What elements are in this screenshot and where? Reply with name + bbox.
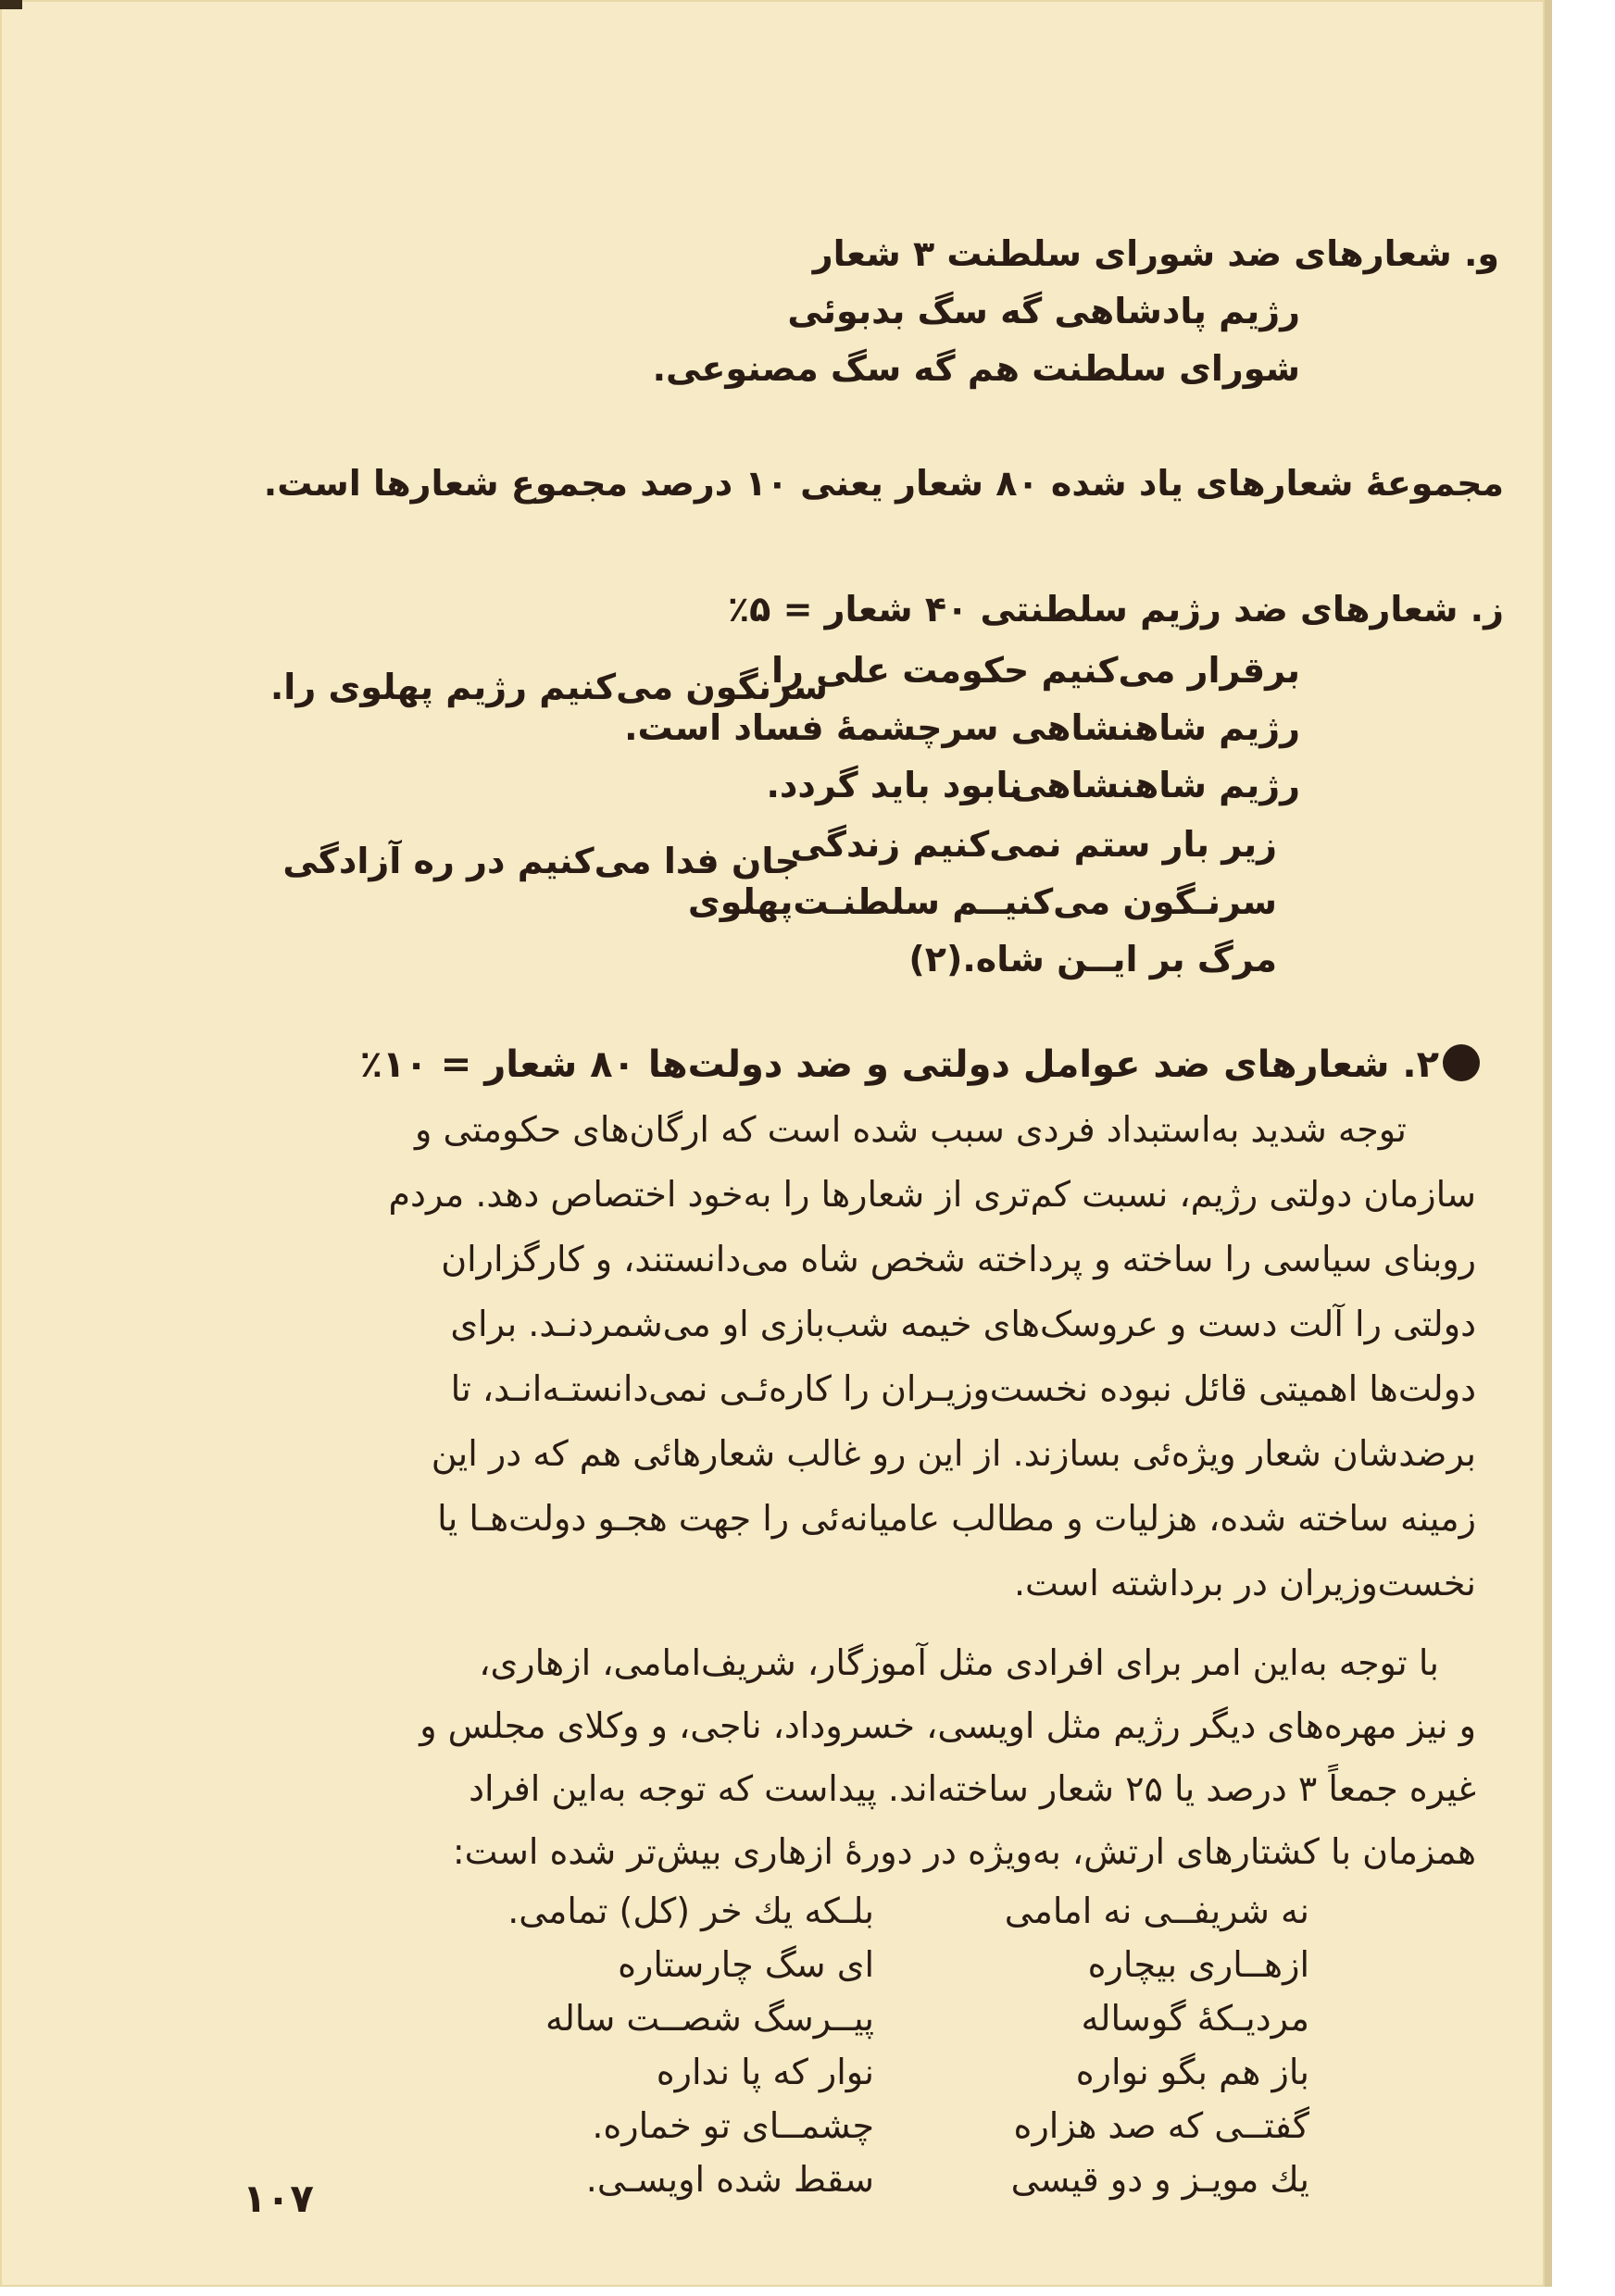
- poem-right: نه شریفــی نه امامی: [1004, 1890, 1309, 1931]
- slogan-left: جان فدا می‌کنیم در ره آزادگی: [282, 841, 800, 881]
- scan-corner-mark: [0, 0, 22, 9]
- paragraph-line: توجه شدید به‌استبداد فردی سبب شده است که ارگان‌های حکومتی و: [415, 1109, 1407, 1150]
- paragraph-line: برضدشان شعار ویژه‌ئی بسازند. از این رو غالب شعارهائی هم که در این: [431, 1433, 1476, 1474]
- paragraph-line: همزمان با کشتارهای ارتش، به‌ویژه در دورهٔ ازهاری بیش‌تر شده است:: [452, 1831, 1476, 1872]
- slogan-right: برقرار می‌کنیم حکومت علی را: [770, 650, 1300, 691]
- poem-right: گفتــی که صد هزاره: [1013, 2105, 1309, 2146]
- page-edge: [1545, 0, 1552, 2287]
- slogan-left: نابود باید گردد.: [766, 765, 1022, 805]
- paragraph-line: و نیز مهره‌های دیگر رژیم مثل اویسی، خسروداد، ناجی، و وکلای مجلس و: [419, 1705, 1476, 1746]
- paragraph-line: سازمان دولتی رژیم، نسبت کم‌تری از شعارها را به‌خود اختصاص دهد. مردم: [388, 1174, 1476, 1215]
- slogan-right: مرگ بر ایــن شاه.(۲): [908, 939, 1277, 980]
- section-bullet-icon: [1443, 1044, 1480, 1081]
- poem-left: بلـکه یك خر (کل) تمامی.: [507, 1890, 874, 1931]
- poem-right: مردیـکهٔ گوساله: [1081, 1998, 1309, 2039]
- paragraph-line: غیره جمعاً ۳ درصد یا ۲۵ شعار ساخته‌اند. پیداست که توجه به‌این افراد: [469, 1768, 1476, 1809]
- slogan-right: سرنـگون می‌کنیــم سلطنـت‌پهلوی: [687, 881, 1277, 922]
- poem-right: ازهــاری بیچاره: [1087, 1944, 1309, 1985]
- section-v-line: شورای سلطنت هم گه سگ مصنوعی.: [652, 348, 1300, 389]
- slogan-right: رژیم شاهنشاهی سرچشمهٔ فساد است.: [624, 707, 1300, 748]
- poem-left: چشمــای تو خماره.: [592, 2105, 874, 2146]
- section-2-heading: ۲. شعارهای ضد عوامل دولتی و ضد دولت‌ها ۸۰ شعار = ۱۰٪: [359, 1043, 1439, 1086]
- paragraph-line: دولتی را آلت دست و عروسک‌های خیمه شب‌بازی او می‌شمردنـد. برای: [450, 1304, 1476, 1344]
- paragraph-line: نخست‌وزیران در برداشته است.: [1013, 1563, 1476, 1603]
- paragraph-line: زمینه ساخته شده، هزلیات و مطالب عامیانه‌ئی را جهت هجـو دولت‌هـا یا: [437, 1498, 1476, 1539]
- summary-line: مجموعهٔ شعارهای یاد شده ۸۰ شعار یعنی ۱۰ درصد مجموع شعارها است.: [263, 463, 1504, 504]
- poem-left: نوار که پا نداره: [656, 2052, 874, 2092]
- page-number: ۱۰۷: [243, 2176, 314, 2221]
- paragraph-line: دولت‌ها اهمیتی قائل نبوده نخست‌وزیـران را کاره‌ئـی نمی‌دانستـه‌انـد، تا: [450, 1368, 1476, 1409]
- poem-left: سقط شده اویسـی.: [585, 2159, 874, 2200]
- section-v-heading: و. شعارهای ضد شورای سلطنت ۳ شعار: [812, 233, 1499, 274]
- section-v-line: رژیم پادشاهی گه سگ بدبوئی: [787, 291, 1300, 331]
- slogan-left: سرنگون می‌کنیم رژیم پهلوی را.: [269, 667, 828, 707]
- slogan-right: رژیم شاهنشاهی: [1010, 765, 1300, 805]
- slogan-right: زیر بار ستم نمی‌کنیم زندگی: [790, 824, 1277, 865]
- poem-left: ای سگ چارستاره: [618, 1944, 874, 1985]
- poem-right: یك مویـز و دو قیسی: [1010, 2159, 1309, 2200]
- poem-left: پیــرسگ شصــت ساله: [545, 1998, 874, 2039]
- poem-right: باز هم بگو نواره: [1075, 2052, 1309, 2092]
- section-z-heading: ز. شعارهای ضد رژیم سلطنتی ۴۰ شعار = ۵٪: [727, 589, 1504, 630]
- paragraph-line: روبنای سیاسی را ساخته و پرداخته شخص شاه می‌دانستند، و کارگزاران: [441, 1239, 1476, 1279]
- paragraph-line: با توجه به‌این امر برای افرادی مثل آموزگار، شریف‌امامی، ازهاری،: [479, 1642, 1439, 1683]
